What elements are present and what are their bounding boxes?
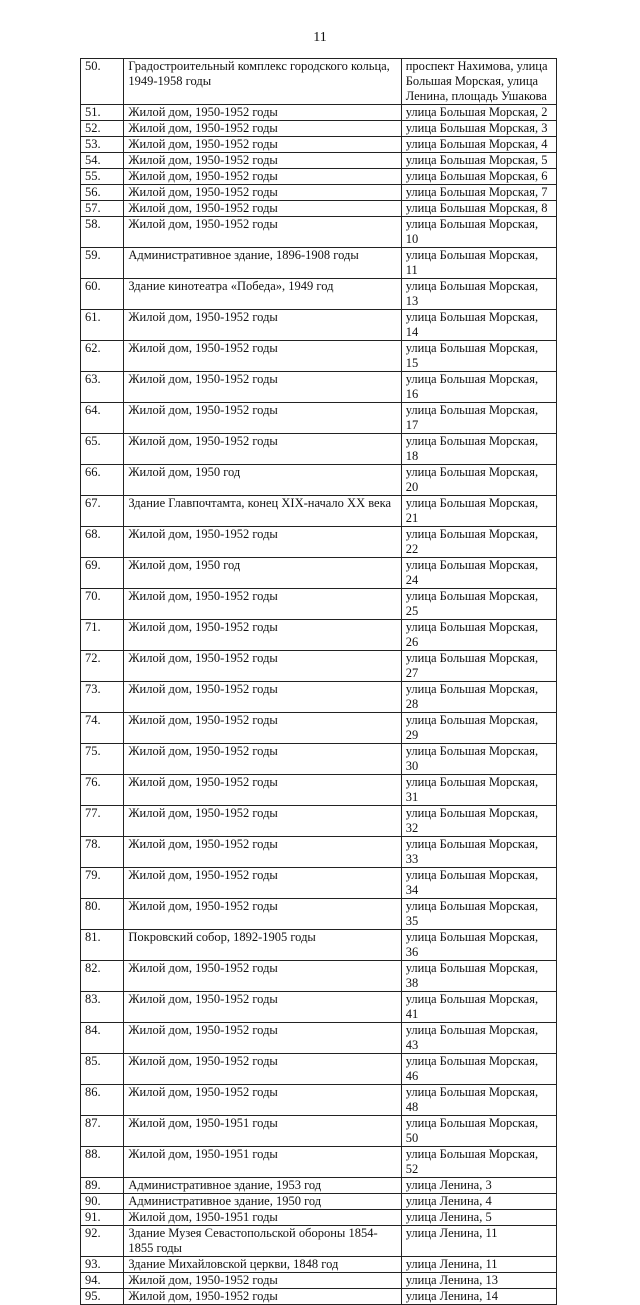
object-name-cell: Здание кинотеатра «Победа», 1949 год [124,279,401,310]
address-cell: улица Большая Морская, 25 [401,589,556,620]
address-cell: улица Большая Морская, 13 [401,279,556,310]
object-name-cell: Жилой дом, 1950-1952 годы [124,1085,401,1116]
address-cell: улица Большая Морская, 36 [401,930,556,961]
address-cell: улица Большая Морская, 22 [401,527,556,558]
table-row [81,310,557,341]
address-cell: улица Ленина, 13 [401,1273,556,1289]
table-row [81,105,557,121]
table-row [81,403,557,434]
row-number-cell: 84. [81,1023,124,1054]
row-number-cell: 78. [81,837,124,868]
row-number-cell: 90. [81,1194,124,1210]
table-row [81,930,557,961]
object-name-cell: Жилой дом, 1950-1952 годы [124,201,401,217]
address-cell: улица Большая Морская, 27 [401,651,556,682]
registry-body [81,59,557,1305]
address-cell: улица Большая Морская, 5 [401,153,556,169]
address-cell: проспект Нахимова, улица Большая Морская, улица Ленина, площадь Ушакова [401,59,556,105]
address-cell: улица Большая Морская, 20 [401,465,556,496]
object-name-cell: Жилой дом, 1950-1952 годы [124,682,401,713]
table-row [81,1178,557,1194]
object-name-cell: Жилой дом, 1950-1952 годы [124,527,401,558]
object-name-cell: Жилой дом, 1950-1952 годы [124,185,401,201]
row-number-cell: 69. [81,558,124,589]
address-cell: улица Большая Морская, 15 [401,341,556,372]
row-number-cell: 76. [81,775,124,806]
address-cell: улица Ленина, 14 [401,1289,556,1305]
object-name-cell: Жилой дом, 1950-1952 годы [124,1289,401,1305]
table-row [81,1194,557,1210]
row-number-cell: 53. [81,137,124,153]
row-number-cell: 75. [81,744,124,775]
table-row [81,682,557,713]
table-row [81,169,557,185]
table-row [81,1116,557,1147]
table-row [81,651,557,682]
table-row [81,837,557,868]
table-row [81,121,557,137]
address-cell: улица Большая Морская, 17 [401,403,556,434]
object-name-cell: Покровский собор, 1892-1905 годы [124,930,401,961]
address-cell: улица Большая Морская, 31 [401,775,556,806]
row-number-cell: 62. [81,341,124,372]
object-name-cell: Жилой дом, 1950 год [124,465,401,496]
row-number-cell: 56. [81,185,124,201]
object-name-cell: Жилой дом, 1950-1952 годы [124,868,401,899]
object-name-cell: Административное здание, 1953 год [124,1178,401,1194]
object-name-cell: Жилой дом, 1950-1952 годы [124,620,401,651]
object-name-cell: Жилой дом, 1950-1952 годы [124,775,401,806]
page-number: 11 [313,30,327,45]
address-cell: улица Ленина, 5 [401,1210,556,1226]
object-name-cell: Жилой дом, 1950-1952 годы [124,1023,401,1054]
address-cell: улица Большая Морская, 10 [401,217,556,248]
address-cell: улица Большая Морская, 28 [401,682,556,713]
row-number-cell: 79. [81,868,124,899]
object-name-cell: Жилой дом, 1950-1952 годы [124,992,401,1023]
row-number-cell: 95. [81,1289,124,1305]
table-row [81,496,557,527]
table-row [81,775,557,806]
row-number-cell: 93. [81,1257,124,1273]
object-name-cell: Жилой дом, 1950-1952 годы [124,713,401,744]
address-cell: улица Ленина, 11 [401,1257,556,1273]
row-number-cell: 57. [81,201,124,217]
row-number-cell: 61. [81,310,124,341]
object-name-cell: Жилой дом, 1950-1952 годы [124,1273,401,1289]
object-name-cell: Жилой дом, 1950-1952 годы [124,137,401,153]
address-cell: улица Большая Морская, 21 [401,496,556,527]
address-cell: улица Большая Морская, 32 [401,806,556,837]
object-name-cell: Здание Михайловской церкви, 1848 год [124,1257,401,1273]
row-number-cell: 70. [81,589,124,620]
table-row [81,899,557,930]
table-row [81,153,557,169]
table-row [81,713,557,744]
object-name-cell: Жилой дом, 1950-1952 годы [124,372,401,403]
object-name-cell: Жилой дом, 1950-1952 годы [124,434,401,465]
object-name-cell: Жилой дом, 1950-1952 годы [124,310,401,341]
address-cell: улица Большая Морская, 30 [401,744,556,775]
object-name-cell: Жилой дом, 1950-1952 годы [124,217,401,248]
address-cell: улица Большая Морская, 14 [401,310,556,341]
table-row [81,620,557,651]
row-number-cell: 74. [81,713,124,744]
object-name-cell: Жилой дом, 1950-1952 годы [124,837,401,868]
address-cell: улица Большая Морская, 3 [401,121,556,137]
table-row [81,1226,557,1257]
object-name-cell: Жилой дом, 1950-1952 годы [124,121,401,137]
table-row [81,868,557,899]
address-cell: улица Большая Морская, 2 [401,105,556,121]
address-cell: улица Большая Морская, 16 [401,372,556,403]
table-row [81,248,557,279]
row-number-cell: 94. [81,1273,124,1289]
row-number-cell: 65. [81,434,124,465]
table-row [81,201,557,217]
row-number-cell: 67. [81,496,124,527]
address-cell: улица Большая Морская, 11 [401,248,556,279]
table-row [81,279,557,310]
table-row [81,185,557,201]
row-number-cell: 81. [81,930,124,961]
address-cell: улица Большая Морская, 18 [401,434,556,465]
address-cell: улица Большая Морская, 38 [401,961,556,992]
object-name-cell: Жилой дом, 1950-1952 годы [124,341,401,372]
object-name-cell: Жилой дом, 1950-1952 годы [124,806,401,837]
object-name-cell: Жилой дом, 1950-1952 годы [124,153,401,169]
address-cell: улица Большая Морская, 41 [401,992,556,1023]
address-cell: улица Большая Морская, 6 [401,169,556,185]
address-cell: улица Большая Морская, 50 [401,1116,556,1147]
row-number-cell: 87. [81,1116,124,1147]
table-row [81,434,557,465]
address-cell: улица Большая Морская, 34 [401,868,556,899]
row-number-cell: 73. [81,682,124,713]
row-number-cell: 86. [81,1085,124,1116]
table-row [81,341,557,372]
row-number-cell: 64. [81,403,124,434]
object-name-cell: Градостроительный комплекс городского кольца, 1949-1958 годы [124,59,401,105]
row-number-cell: 54. [81,153,124,169]
table-row [81,1210,557,1226]
address-cell: улица Большая Морская, 26 [401,620,556,651]
object-name-cell: Жилой дом, 1950-1952 годы [124,1054,401,1085]
address-cell: улица Большая Морская, 4 [401,137,556,153]
table-row [81,372,557,403]
table-row [81,217,557,248]
address-cell: улица Большая Морская, 35 [401,899,556,930]
table-row [81,806,557,837]
table-row [81,527,557,558]
heritage-registry-table [80,58,557,1305]
row-number-cell: 72. [81,651,124,682]
row-number-cell: 66. [81,465,124,496]
object-name-cell: Жилой дом, 1950-1951 годы [124,1210,401,1226]
address-cell: улица Большая Морская, 52 [401,1147,556,1178]
table-row [81,992,557,1023]
address-cell: улица Большая Морская, 46 [401,1054,556,1085]
row-number-cell: 60. [81,279,124,310]
row-number-cell: 88. [81,1147,124,1178]
object-name-cell: Административное здание, 1896-1908 годы [124,248,401,279]
object-name-cell: Жилой дом, 1950-1952 годы [124,403,401,434]
object-name-cell: Жилой дом, 1950-1952 годы [124,651,401,682]
row-number-cell: 80. [81,899,124,930]
address-cell: улица Большая Морская, 24 [401,558,556,589]
address-cell: улица Большая Морская, 43 [401,1023,556,1054]
table-row [81,1257,557,1273]
row-number-cell: 55. [81,169,124,185]
row-number-cell: 50. [81,59,124,105]
table-row [81,137,557,153]
table-row [81,465,557,496]
object-name-cell: Административное здание, 1950 год [124,1194,401,1210]
table-row [81,1085,557,1116]
address-cell: улица Ленина, 3 [401,1178,556,1194]
row-number-cell: 51. [81,105,124,121]
address-cell: улица Большая Морская, 7 [401,185,556,201]
table-row [81,589,557,620]
table-row [81,961,557,992]
address-cell: улица Ленина, 11 [401,1226,556,1257]
row-number-cell: 83. [81,992,124,1023]
row-number-cell: 85. [81,1054,124,1085]
table-row [81,59,557,105]
table-row [81,1273,557,1289]
table-row [81,1289,557,1305]
table-row [81,1023,557,1054]
object-name-cell: Жилой дом, 1950-1952 годы [124,961,401,992]
object-name-cell: Жилой дом, 1950-1952 годы [124,105,401,121]
row-number-cell: 52. [81,121,124,137]
object-name-cell: Здание Главпочтамта, конец XIX-начало XX века [124,496,401,527]
object-name-cell: Жилой дом, 1950-1952 годы [124,744,401,775]
row-number-cell: 89. [81,1178,124,1194]
row-number-cell: 71. [81,620,124,651]
table-row [81,1054,557,1085]
object-name-cell: Жилой дом, 1950 год [124,558,401,589]
object-name-cell: Жилой дом, 1950-1952 годы [124,589,401,620]
address-cell: улица Большая Морская, 8 [401,201,556,217]
row-number-cell: 91. [81,1210,124,1226]
table-row [81,558,557,589]
object-name-cell: Жилой дом, 1950-1952 годы [124,169,401,185]
address-cell: улица Большая Морская, 29 [401,713,556,744]
table-row [81,1147,557,1178]
table-row [81,744,557,775]
object-name-cell: Жилой дом, 1950-1952 годы [124,899,401,930]
address-cell: улица Большая Морская, 33 [401,837,556,868]
row-number-cell: 63. [81,372,124,403]
row-number-cell: 82. [81,961,124,992]
object-name-cell: Жилой дом, 1950-1951 годы [124,1147,401,1178]
object-name-cell: Жилой дом, 1950-1951 годы [124,1116,401,1147]
object-name-cell: Здание Музея Севастопольской обороны 1854-1855 годы [124,1226,401,1257]
row-number-cell: 92. [81,1226,124,1257]
row-number-cell: 59. [81,248,124,279]
row-number-cell: 58. [81,217,124,248]
row-number-cell: 68. [81,527,124,558]
address-cell: улица Большая Морская, 48 [401,1085,556,1116]
row-number-cell: 77. [81,806,124,837]
address-cell: улица Ленина, 4 [401,1194,556,1210]
